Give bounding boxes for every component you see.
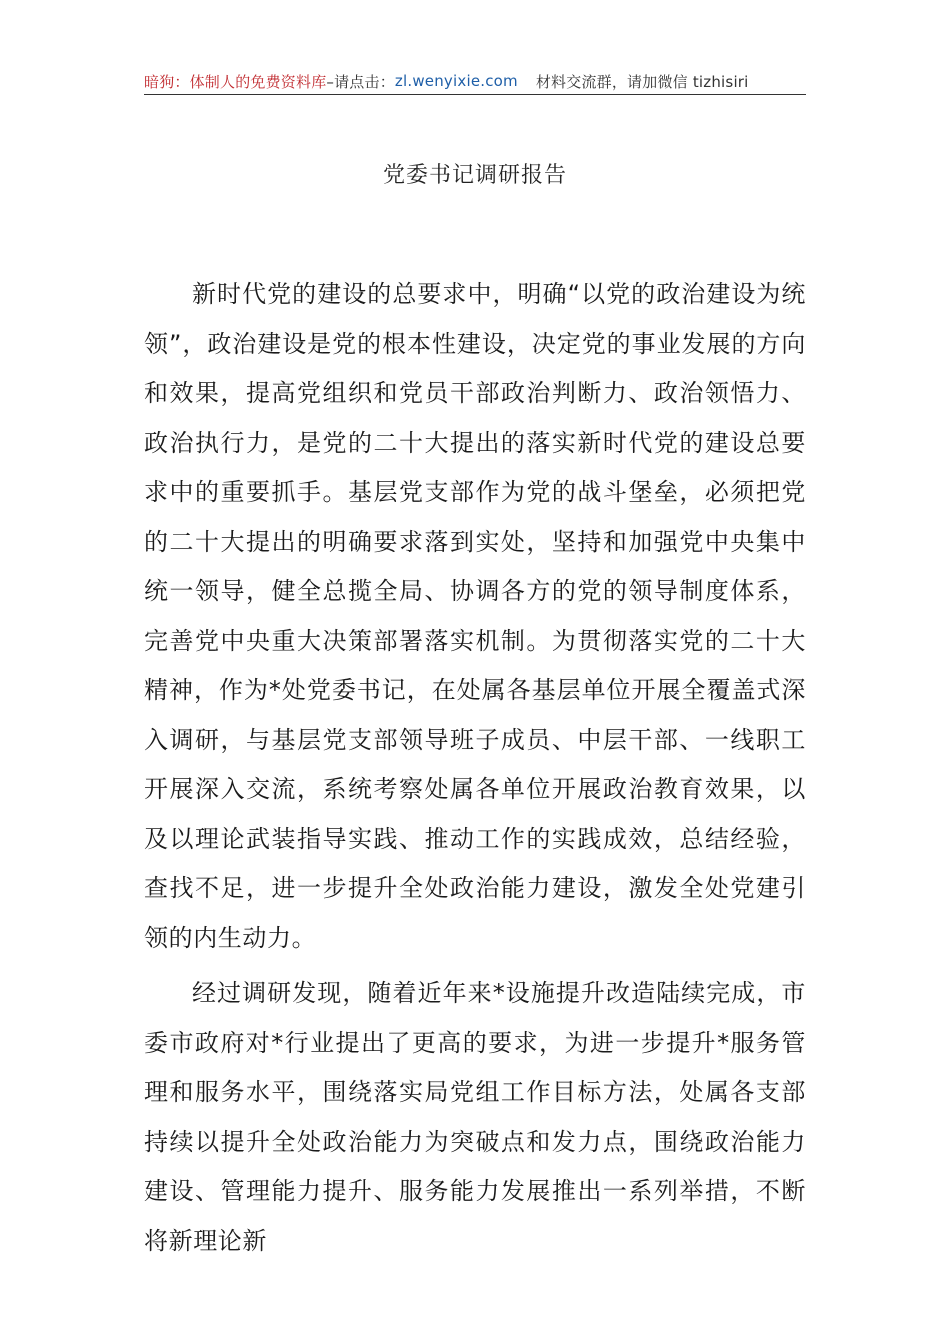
header-wechat-note: 材料交流群，请加微信 tizhisiri (535, 72, 749, 91)
header-prompt: –请点击： (326, 72, 395, 91)
header-link[interactable]: zl.wenyixie.com (394, 72, 518, 90)
header-brand: 暗狗：体制人的免费资料库 (144, 72, 327, 91)
page-header (144, 68, 806, 95)
document-title: 党委书记调研报告 (382, 163, 567, 188)
document-body (144, 270, 806, 1272)
paragraph-1: 新时代党的建设的总要求中，明确“以党的政治建设为统领”，政治建设是党的根本性建设，决定党的事业发展的方向和效果，提高党组织和党员干部政治判断力、政治领悟力、政治执行力，是党的二十大提出的落实新时代党的建设总要求中的重要抓手。基层党支部作为党的战斗堡垒，必须把党的二十大提出的明确要求落到实处，坚持和加强党中央集中统一领导，健全总揽全局、协调各方的党的领导制度体系，完善党中央重大决策部署落实机制。为贯彻落实党的二十大精神，作为*处党委书记，在处属各基层单位开展全覆盖式深入调研，与基层党支部领导班子成员、中层干部、一线职工开展深入交流，系统考察处属各单位开展政治教育效果，以及以理论武装指导实践、推动工作的实践成效，总结经验，查找不足，进一步提升全处政治能力建设，激发全处党建引领的内生动力。 (144, 280, 806, 952)
paragraph-2: 经过调研发现，随着近年来*设施提升改造陆续完成，市委市政府对*行业提出了更高的要求，为进一步提升*服务管理和服务水平，围绕落实局党组工作目标方法，处属各支部持续以提升全处政治能力为突破点和发力点，围绕政治能力建设、管理能力提升、服务能力发展推出一系列举措，不断将新理论新 (144, 979, 806, 1255)
